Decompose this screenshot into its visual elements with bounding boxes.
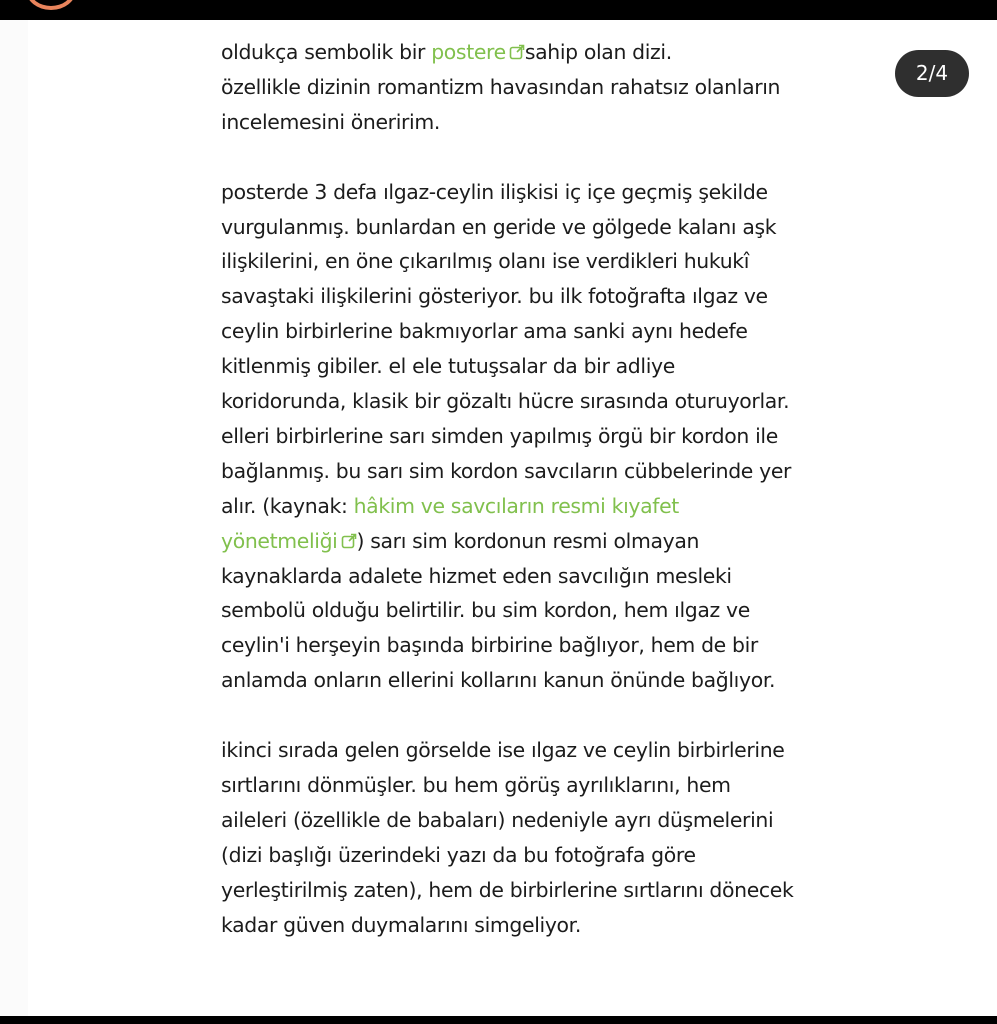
top-bar bbox=[0, 0, 997, 20]
poster-link-label: postere bbox=[431, 40, 506, 64]
entry-content bbox=[221, 35, 801, 977]
external-link-icon bbox=[341, 533, 357, 549]
app-logo-icon[interactable] bbox=[26, 0, 76, 10]
left-margin bbox=[0, 20, 28, 1016]
bottom-bar bbox=[0, 1016, 997, 1024]
paragraph-1 bbox=[221, 35, 801, 140]
page-counter-badge[interactable]: 2/4 bbox=[895, 50, 969, 97]
poster-link[interactable] bbox=[431, 40, 525, 64]
paragraph-2-text-end: ) sarı sim kordonun resmi olmayan kaynaklarda adalete hizmet eden savcılığın mesleki sembolü olduğu belirtilir. bu sim kordon, hem ılgaz ve ceylin'i herşeyin başında birbirine bağlıyor, hem de bir anlamda onların ellerini kollarını kanun önünde bağlıyor. bbox=[221, 528, 776, 693]
paragraph-1-text-rest: özellikle dizinin romantizm havasından rahatsız olanların incelemesini öneririm. bbox=[221, 74, 781, 134]
paragraph-2 bbox=[221, 175, 801, 699]
paragraph-1-text-start: oldukça sembolik bir bbox=[221, 40, 432, 64]
paragraph-2-text-start: posterde 3 defa ılgaz-ceylin ilişkisi iç içe geçmiş şekilde vurgulanmış. bunlardan en geride ve gölgede kalanı aşk ilişkilerini, en öne çıkarılmış olanı ise verdikleri hukukî savaştaki ilişkilerini gösteriyor. bu ilk fotoğrafta ılgaz ve ceylin birbirlerine bakmıyorlar ama sanki aynı hedefe kitlenmiş gibiler. el ele tutuşsalar da bir adliye koridorunda, klasik bir gözaltı hücre sırasında oturuyorlar. elleri birbirlerine sarı simden yapılmış örgü bir kordon ile bağlanmış. bu sarı sim kordon savcıların cübbelerinde yer alır. (kaynak: bbox=[221, 179, 792, 518]
paragraph-1-text-after-link: sahip olan dizi. bbox=[524, 40, 672, 64]
external-link-icon bbox=[509, 44, 525, 60]
paragraph-3 bbox=[221, 733, 801, 942]
regulation-link-label: hâkim ve savcıların resmi kıyafet yönetmeliği bbox=[221, 493, 679, 553]
paragraph-3-text: ikinci sırada gelen görselde ise ılgaz ve ceylin birbirlerine sırtlarını dönmüşler. bu hem görüş ayrılıklarını, hem aileleri (özellikle de babaları) nedeniyle ayrı düşmelerini (dizi başlığı üzerindeki yazı da bu fotoğrafa göre yerleştirilmiş zaten), hem de birbirlerine sırtlarını dönecek kadar güven duymalarını simgeliyor. bbox=[221, 738, 794, 937]
